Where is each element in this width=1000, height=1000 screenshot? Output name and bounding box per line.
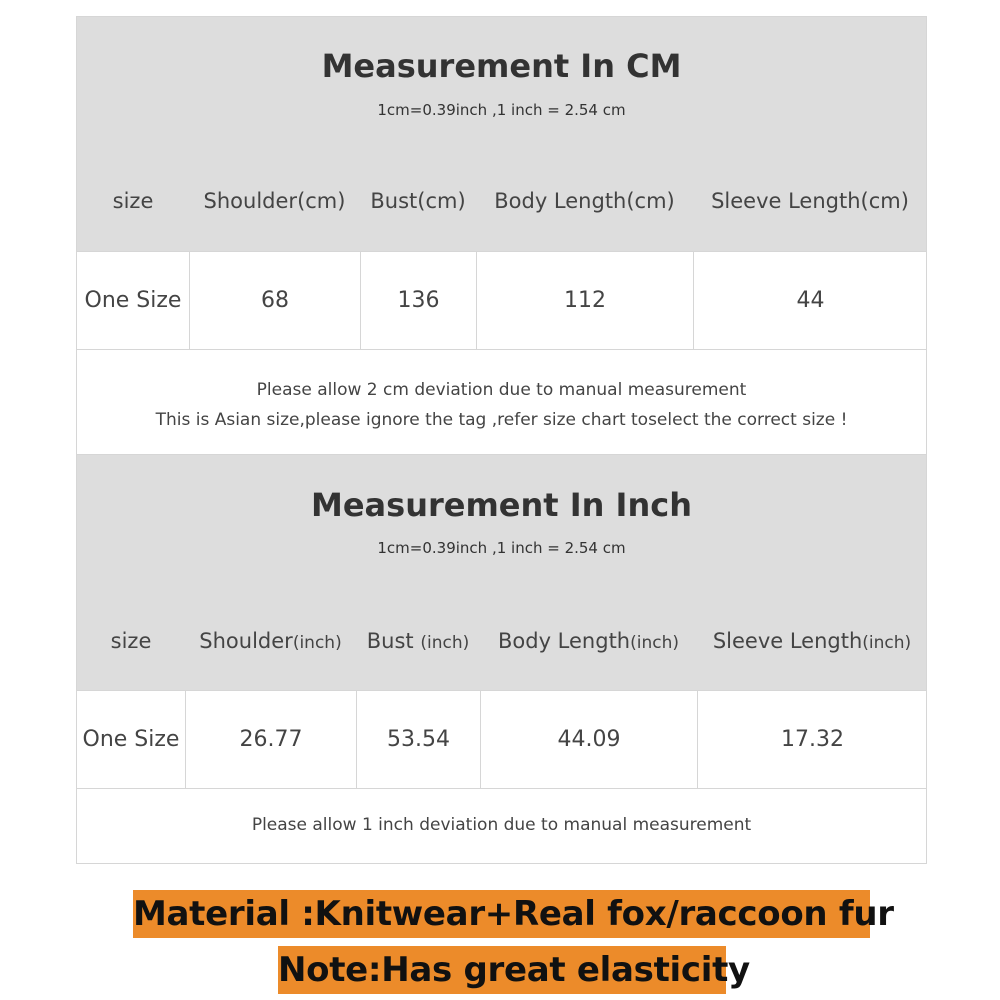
cm-cell-sleeve-length: 44 [693, 252, 927, 349]
cm-header-sleeve-length: Sleeve Length(cm) [711, 189, 909, 213]
inch-header-bust-unit: (inch) [420, 633, 470, 653]
inch-header-shoulder-unit: (inch) [292, 633, 342, 653]
cm-cell-body-length: 112 [476, 252, 693, 349]
inch-table-row [76, 691, 927, 789]
cm-chart-header [76, 16, 927, 252]
inch-header-bust [356, 621, 480, 661]
inch-header-body-length-label: Body Length [497, 629, 631, 653]
inch-chart-title: Measurement In Inch [311, 486, 692, 524]
cm-cell-bust: 136 [360, 252, 476, 349]
inch-header-body-length [480, 621, 697, 661]
cm-cell-shoulder: 68 [189, 252, 360, 349]
inch-cell-size: One Size [82, 727, 180, 752]
cm-header-bust: Bust(cm) [370, 189, 466, 213]
inch-cell-bust: 53.54 [356, 691, 480, 788]
inch-header-shoulder [185, 621, 356, 661]
cm-header-body-length: Body Length(cm) [494, 189, 675, 213]
inch-header-bust-label: Bust [366, 629, 421, 653]
inch-conversion-note: 1cm=0.39inch ,1 inch = 2.54 cm [377, 539, 626, 557]
inch-header-shoulder-label: Shoulder [199, 629, 293, 653]
cm-table-row [76, 252, 927, 350]
inch-column-headers [77, 621, 926, 661]
cm-header-shoulder: Shoulder(cm) [203, 189, 346, 213]
inch-header-size-label: size [110, 629, 152, 653]
elasticity-note-banner: Note:Has great elasticity [278, 946, 726, 994]
cm-column-headers [77, 181, 926, 221]
inch-chart-header [76, 454, 927, 691]
cm-conversion-note: 1cm=0.39inch ,1 inch = 2.54 cm [377, 101, 626, 119]
cm-cell-size: One Size [84, 288, 182, 313]
cm-note-asian-size: This is Asian size,please ignore the tag ,refer size chart toselect the correct size ! [155, 410, 848, 430]
cm-header-size: size [112, 189, 154, 213]
inch-header-sleeve-length-label: Sleeve Length [712, 629, 863, 653]
inch-cell-shoulder: 26.77 [185, 691, 356, 788]
inch-header-size [77, 621, 185, 661]
inch-deviation-notes [76, 789, 927, 864]
inch-header-body-length-unit: (inch) [630, 633, 679, 653]
inch-header-sleeve-length-unit: (inch) [862, 633, 912, 653]
inch-cell-sleeve-length: 17.32 [697, 691, 927, 788]
inch-note-deviation: Please allow 1 inch deviation due to manual measurement [251, 815, 752, 835]
cm-deviation-notes [76, 350, 927, 456]
cm-size-chart [76, 16, 927, 456]
cm-note-deviation: Please allow 2 cm deviation due to manual measurement [256, 380, 747, 400]
cm-chart-title: Measurement In CM [321, 47, 682, 85]
inch-cell-body-length: 44.09 [480, 691, 697, 788]
material-banner: Material :Knitwear+Real fox/raccoon fur [133, 890, 870, 938]
inch-header-sleeve-length [697, 621, 927, 661]
inch-size-chart [76, 454, 927, 864]
